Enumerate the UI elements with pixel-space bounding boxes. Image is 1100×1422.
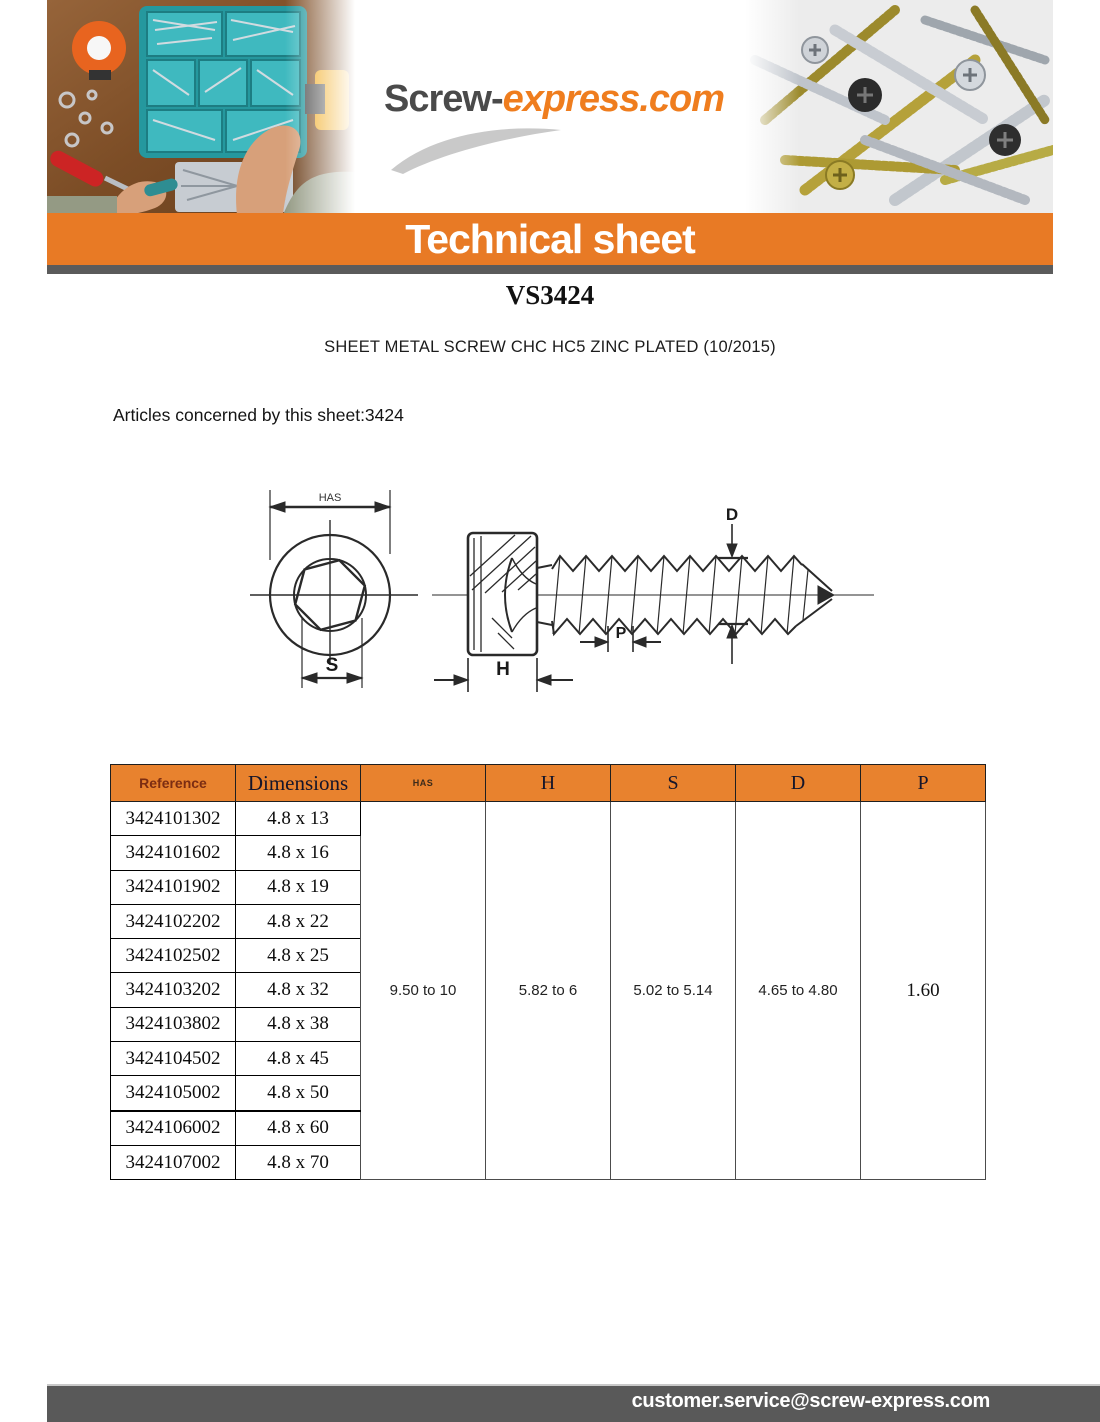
header-reference: Reference xyxy=(111,765,236,802)
header-p: P xyxy=(861,765,986,802)
dim-label-d: D xyxy=(725,505,739,524)
header-has: HAS xyxy=(361,765,486,802)
logo-text-express: express.com xyxy=(502,78,724,120)
reference-cell: 3424102202 xyxy=(111,904,236,938)
dim-label-s: S xyxy=(325,655,339,676)
reference-cell: 3424101902 xyxy=(111,870,236,904)
logo-swoosh xyxy=(383,118,573,178)
dimensions-cell: 4.8 x 60 xyxy=(236,1111,361,1146)
screw-technical-drawing xyxy=(240,468,880,718)
dimensions-cell: 4.8 x 16 xyxy=(236,836,361,870)
workbench-photo xyxy=(47,0,355,215)
dim-label-has: HAS xyxy=(318,492,342,504)
banner-title: Technical sheet xyxy=(47,213,1053,265)
spec-table xyxy=(110,764,986,1180)
header-dimensions: Dimensions xyxy=(236,765,361,802)
reference-cell: 3424102502 xyxy=(111,939,236,973)
dimensions-cell: 4.8 x 38 xyxy=(236,1007,361,1041)
table-row xyxy=(111,802,986,836)
header-d: D xyxy=(736,765,861,802)
screws-pile-art xyxy=(745,0,1053,215)
reference-cell: 3424106002 xyxy=(111,1111,236,1146)
page-title: VS3424 xyxy=(505,280,595,310)
table-header-row xyxy=(111,765,986,802)
footer-email[interactable]: customer.service@screw-express.com xyxy=(631,1390,990,1412)
dimensions-cell: 4.8 x 22 xyxy=(236,904,361,938)
site-logo xyxy=(384,78,744,121)
s-range-cell: 5.02 to 5.14 xyxy=(611,802,736,1180)
screws-pile-photo xyxy=(745,0,1053,215)
dimensions-cell: 4.8 x 25 xyxy=(236,939,361,973)
reference-cell: 3424103802 xyxy=(111,1007,236,1041)
reference-cell: 3424104502 xyxy=(111,1042,236,1076)
reference-cell: 3424103202 xyxy=(111,973,236,1007)
dimensions-cell: 4.8 x 13 xyxy=(236,802,361,836)
workbench-photo-art xyxy=(47,0,355,215)
page-subtitle: SHEET METAL SCREW CHC HC5 ZINC PLATED (10/2015) xyxy=(324,338,776,356)
dimensions-cell: 4.8 x 19 xyxy=(236,870,361,904)
reference-cell: 3424101302 xyxy=(111,802,236,836)
table-body xyxy=(111,802,986,1180)
dimensions-cell: 4.8 x 32 xyxy=(236,973,361,1007)
reference-cell: 3424105002 xyxy=(111,1076,236,1111)
header-h: H xyxy=(486,765,611,802)
dimensions-cell: 4.8 x 50 xyxy=(236,1076,361,1111)
banner-underline xyxy=(47,265,1053,274)
has-range-cell: 9.50 to 10 xyxy=(361,802,486,1180)
d-range-cell: 4.65 to 4.80 xyxy=(736,802,861,1180)
h-range-cell: 5.82 to 6 xyxy=(486,802,611,1180)
reference-cell: 3424107002 xyxy=(111,1145,236,1179)
p-range-cell: 1.60 xyxy=(861,802,986,1180)
logo-text-screw: Screw- xyxy=(384,78,503,120)
dim-label-h: H xyxy=(496,659,510,680)
header-s: S xyxy=(611,765,736,802)
dimensions-cell: 4.8 x 70 xyxy=(236,1145,361,1179)
articles-concerned-line: Articles concerned by this sheet:3424 xyxy=(113,405,404,425)
dimensions-cell: 4.8 x 45 xyxy=(236,1042,361,1076)
reference-cell: 3424101602 xyxy=(111,836,236,870)
dim-label-p: P xyxy=(615,625,627,642)
